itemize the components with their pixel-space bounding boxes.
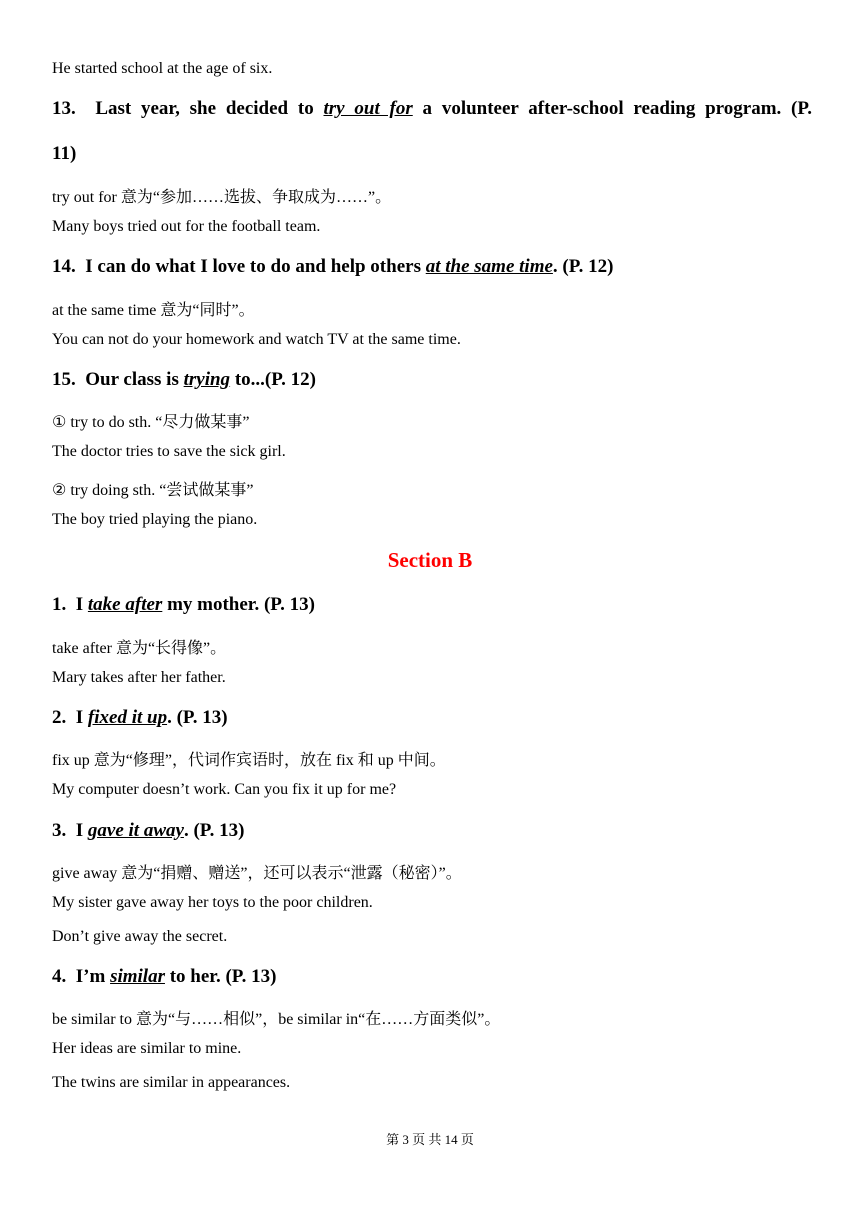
item-heading-b4 (52, 966, 277, 988)
heading-text: I can do what I love to do and help others (85, 256, 426, 277)
explanation: give away 意为“捐赠、赠送”，还可以表示“泄露（秘密）”。 (52, 865, 462, 882)
item-number: 2. (52, 707, 67, 728)
item-heading-13 (52, 98, 812, 120)
heading-text: my mother. (P. 13) (162, 594, 315, 615)
explanation: ① try to do sth. “尽力做某事” (52, 414, 250, 431)
key-phrase: at the same time (425, 256, 553, 277)
example-sentence: He started school at the age of six. (52, 60, 273, 77)
key-phrase: take after (87, 594, 163, 615)
explanation: ② try doing sth. “尝试做某事” (52, 482, 254, 499)
example-sentence: Mary takes after her father. (52, 669, 226, 686)
heading-text: I’m (75, 966, 111, 987)
example-sentence: The twins are similar in appearances. (52, 1074, 291, 1091)
explanation: be similar to 意为“与……相似”，be similar in“在……方面类似”。 (52, 1011, 501, 1028)
example-sentence: Don’t give away the secret. (52, 928, 228, 945)
heading-text: I (75, 820, 88, 841)
page-number-footer: 第 3 页 共 14 页 (386, 1132, 474, 1147)
key-phrase: gave it away (87, 820, 184, 841)
heading-text: Our class is (85, 369, 184, 390)
key-phrase: fixed it up (87, 707, 168, 728)
heading-text: to...(P. 12) (230, 369, 316, 390)
heading-text: to her. (P. 13) (164, 966, 277, 987)
section-title: Section B (387, 548, 473, 572)
heading-text: I (75, 707, 88, 728)
item-heading-15 (52, 369, 316, 391)
heading-text: . (P. 13) (183, 820, 245, 841)
example-sentence: Many boys tried out for the football team. (52, 218, 321, 235)
heading-text: I (75, 594, 88, 615)
item-heading-b1 (52, 594, 315, 616)
explanation: try out for 意为“参加……选拔、争取成为……”。 (52, 189, 392, 206)
item-heading-14 (52, 256, 613, 278)
item-heading-b2 (52, 707, 228, 729)
key-phrase: trying (183, 369, 231, 390)
key-phrase: try out for (323, 98, 413, 119)
item-number: 14. (52, 256, 76, 277)
explanation: fix up 意为“修理”，代词作宾语时，放在 fix 和 up 中间。 (52, 752, 446, 769)
item-number: 3. (52, 820, 67, 841)
example-sentence: Her ideas are similar to mine. (52, 1040, 242, 1057)
example-sentence: My sister gave away her toys to the poor children. (52, 894, 373, 911)
explanation: take after 意为“长得像”。 (52, 640, 227, 657)
item-number: 4. (52, 966, 67, 987)
example-sentence: My computer doesn’t work. Can you fix it up for me? (52, 781, 397, 798)
example-sentence: The boy tried playing the piano. (52, 511, 258, 528)
explanation: at the same time 意为“同时”。 (52, 302, 255, 319)
key-phrase: similar (110, 966, 165, 987)
heading-text: . (P. 12) (552, 256, 614, 277)
item-number: 13. (52, 98, 76, 119)
item-number: 15. (52, 369, 76, 390)
example-sentence: You can not do your homework and watch TV at the same time. (52, 331, 461, 348)
item-heading-b3 (52, 820, 244, 842)
heading-text: . (P. 13) (167, 707, 228, 728)
item-heading-13-continuation: 11) (52, 143, 77, 164)
item-number: 1. (52, 594, 67, 615)
heading-text: Last year, she decided to (95, 98, 324, 119)
heading-text: a volunteer after-school reading program. (P. (412, 98, 812, 119)
example-sentence: The doctor tries to save the sick girl. (52, 443, 286, 460)
